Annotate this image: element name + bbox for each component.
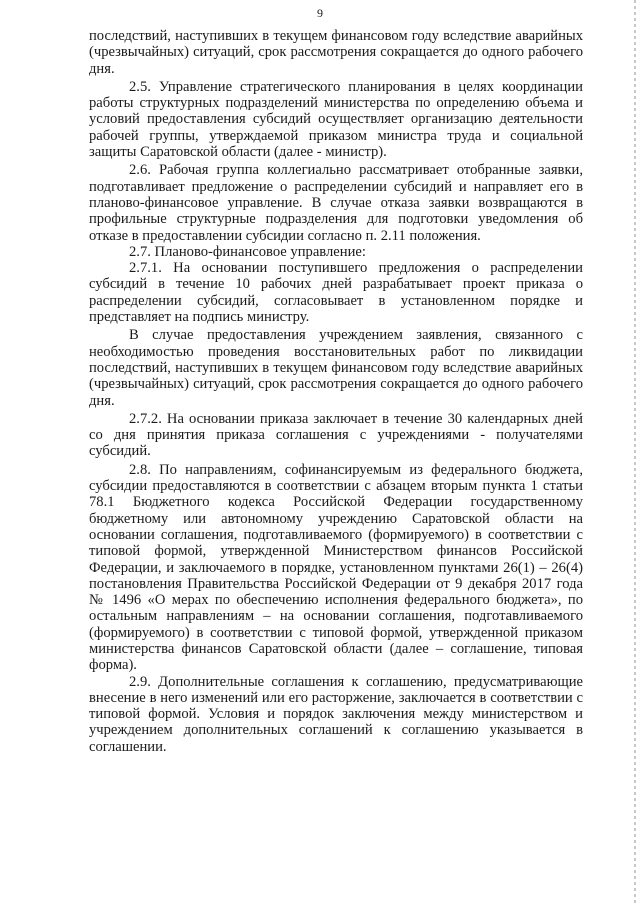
document-body bbox=[89, 28, 583, 755]
paragraph-2-7: 2.7. Планово-финансовое управление: bbox=[129, 243, 366, 260]
paragraph-2-9: 2.9. Дополнительные соглашения к соглашению, предусматривающие внесение в него изменений или его расторжение, заключается в соответствии с типовой формой. Условия и порядок заключения между министерством и учреждением дополнительных соглашений к соглашению указывается в соглашении. bbox=[89, 673, 583, 755]
paragraph-2-8: 2.8. По направлениям, софинансируемым из федерального бюджета, субсидии предоставляются в соответствии с абзацем вторым пункта 1 статьи 78.1 Бюджетного кодекса Российской Федерации государственному бюджетному или автономному учреждению Саратовской области на основании соглашения, подготавливаемого (формируемого) в соответствии с типовой формой, утвержденной Министерством финансов Российской Федерации, и заключаемого в порядке, установленном пунктами 26(1) – 26(4) постановления Правительства Российской Федерации от 9 декабря 2017 года № 1496 «О мерах по обеспечению исполнения федерального бюджета», по остальным направлениям – на основании соглашения, подготавливаемого (формируемого) в соответствии с типовой формой, утвержденной приказом министерства финансов Саратовской области (далее – соглашение, типовая форма). bbox=[89, 461, 583, 674]
paragraph-continuation: последствий, наступивших в текущем финансовом году вследствие аварийных (чрезвычайных) ситуаций, срок рассмотрения сокращается до одного рабочего дня. bbox=[89, 28, 583, 77]
page-number: 9 bbox=[317, 6, 323, 20]
paragraph-2-5: 2.5. Управление стратегического планирования в целях координации работы структурных подразделений министерства по определению объема и условий предоставления субсидий осуществляет организацию деятельности рабочей группы, утверждаемой приказом министра труда и социальной защиты Саратовской области (далее - министр). bbox=[89, 78, 583, 161]
paragraph-2-6: 2.6. Рабочая группа коллегиально рассматривает отобранные заявки, подготавливает предложение о распределении субсидий и направляет его в планово-финансовое управление. В случае отказа заявки возвращаются в профильные структурные подразделения для подготовки уведомления об отказе в предоставлении субсидии согласно п. 2.11 положения. bbox=[89, 162, 583, 244]
paragraph-2-7-2: 2.7.2. На основании приказа заключает в течение 30 календарных дней со дня принятия приказа соглашения с учреждениями - получателями субсидий. bbox=[89, 410, 583, 460]
paragraph-2-7-1-note: В случае предоставления учреждением заявления, связанного с необходимостью проведения восстановительных работ по ликвидации последствий, наступивших в текущем финансовом году вследствие аварийных (чрезвычайных) ситуаций, срок рассмотрения сокращается до одного рабочего дня. bbox=[89, 327, 583, 409]
paragraph-2-7-1: 2.7.1. На основании поступившего предложения о распределении субсидий в течение 10 рабочих дней разрабатывает проект приказа о распределении субсидий, согласовывает в установленном порядке и представляет на подпись министру. bbox=[89, 260, 583, 326]
scan-edge bbox=[634, 0, 636, 905]
